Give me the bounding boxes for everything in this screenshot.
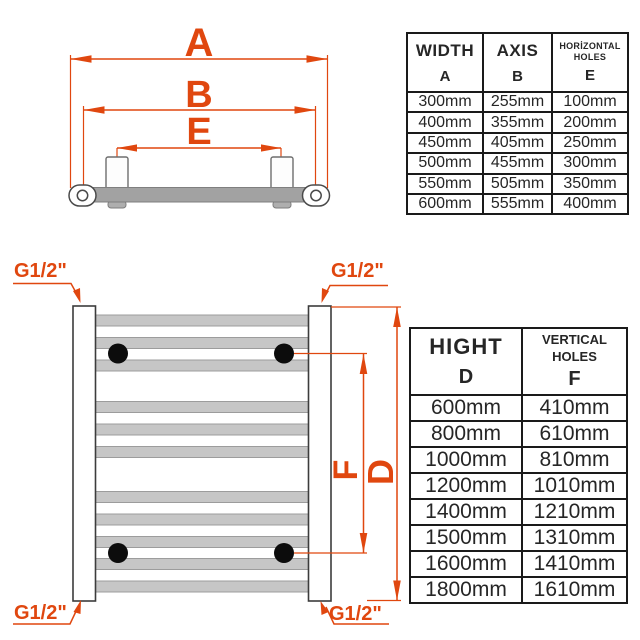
fitting-label-top-left: G1/2" [14, 260, 67, 282]
height-spec-table [409, 327, 628, 604]
dim-f-arrow-bottom [360, 533, 368, 553]
dim-label-d: D [360, 459, 401, 485]
dim-b-arrow-left [84, 106, 105, 114]
g12-arrow-bottom-left [74, 600, 82, 614]
g12-arrow-bottom-right [321, 601, 329, 615]
dim-a-arrow-left [71, 55, 92, 63]
g12-leader-top-right [323, 286, 388, 300]
fitting-label-bottom-left: G1/2" [14, 602, 67, 624]
table-row: 500mm 455mm 300mm [407, 153, 628, 173]
rail-left [73, 306, 96, 601]
width-table-header-row [407, 33, 628, 92]
dim-f-arrow-top [360, 354, 368, 374]
table-row: 450mm 405mm 250mm [407, 133, 628, 153]
table-row: 300mm 255mm 100mm [407, 92, 628, 112]
width-table-header-b: AXIS B [483, 33, 552, 92]
table-row: 1000mm 810mm [410, 447, 627, 473]
dim-label-f: F [327, 459, 365, 481]
table-row: 600mm 555mm 400mm [407, 194, 628, 214]
dim-e-arrow-left [117, 144, 137, 151]
height-table-header-d: HIGHT D [410, 328, 522, 395]
height-table-header-f: VERTICAL HOLES F [522, 328, 627, 395]
dim-d-arrow-top [393, 307, 401, 327]
table-row: 600mm 410mm [410, 395, 627, 421]
dim-label-e: E [186, 111, 212, 153]
table-row: 800mm 610mm [410, 421, 627, 447]
mount-dot-top-left [108, 344, 128, 364]
table-row: 400mm 355mm 200mm [407, 112, 628, 132]
table-row: 1500mm 1310mm [410, 525, 627, 551]
valve-fitting-left [106, 157, 128, 189]
width-spec-table [406, 32, 629, 215]
endcap-hole-left [77, 190, 87, 200]
mount-dot-bottom-right [274, 543, 294, 563]
g12-leader-top-left [13, 284, 79, 299]
table-row: 1800mm 1610mm [410, 577, 627, 603]
dim-d-arrow-bottom [393, 581, 401, 601]
dim-e-arrow-right [261, 144, 281, 151]
top-view-pipe [91, 188, 308, 203]
table-row: 1200mm 1010mm [410, 473, 627, 499]
width-table-header-a: WIDTH A [407, 33, 483, 92]
table-row: 1400mm 1210mm [410, 499, 627, 525]
mount-dot-bottom-left [108, 543, 128, 563]
dim-a-arrow-right [307, 55, 328, 63]
fitting-label-top-right: G1/2" [331, 260, 384, 282]
dim-b-arrow-right [295, 106, 316, 114]
mount-dot-top-right [274, 344, 294, 364]
fitting-label-bottom-right: G1/2" [329, 603, 382, 625]
valve-fitting-right [271, 157, 293, 189]
dim-label-b: B [185, 74, 213, 116]
dim-label-a: A [184, 21, 214, 65]
endcap-hole-right [311, 190, 321, 200]
table-row: 1600mm 1410mm [410, 551, 627, 577]
height-table-header-row [410, 328, 627, 395]
width-table-header-e: HORİZONTAL HOLES E [552, 33, 628, 92]
table-row: 550mm 505mm 350mm [407, 174, 628, 194]
